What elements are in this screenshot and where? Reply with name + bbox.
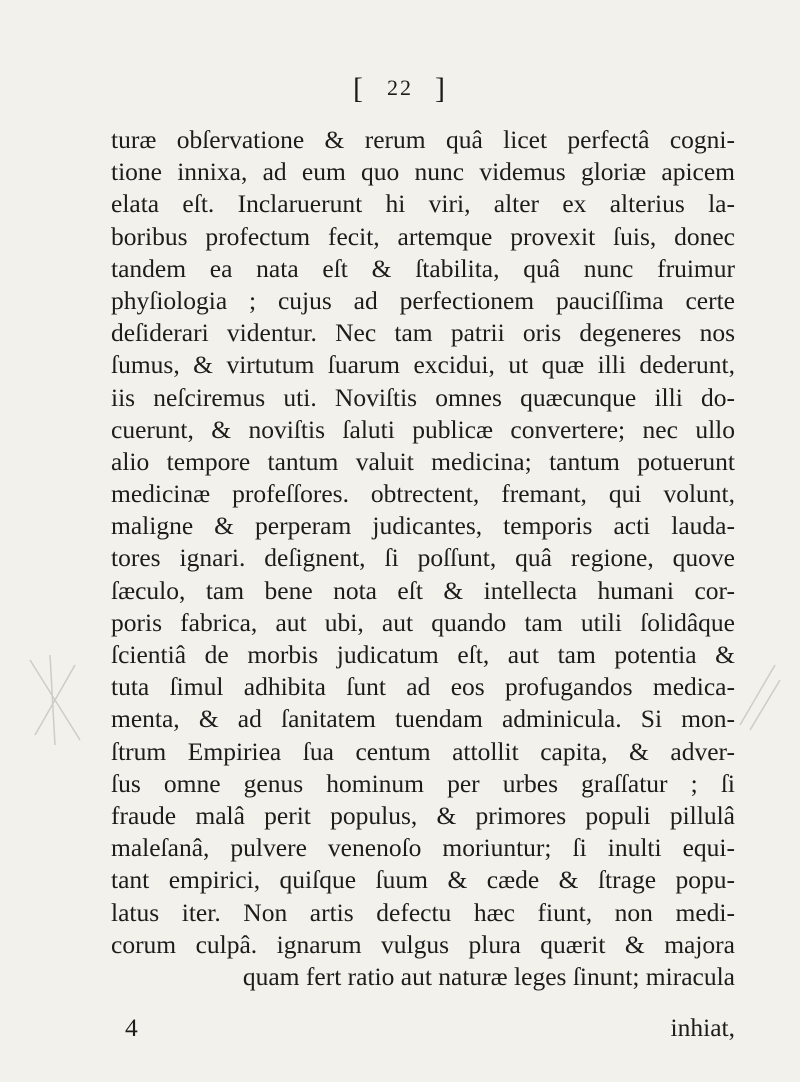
text-line: menta, & ad ſanitatem tuendam adminicula. Si mon- bbox=[111, 704, 735, 734]
text-line: ſtrum Empiriea ſua centum attollit capita, & adver- bbox=[111, 736, 735, 766]
text-line: corum culpâ. ignarum vulgus plura quærit & majora bbox=[111, 929, 735, 959]
page-number: 22 bbox=[387, 75, 413, 100]
text-line: ſus omne genus hominum per urbes graſſatur ; ſi bbox=[111, 768, 735, 798]
text-line: latus iter. Non artis defectu hæc fiunt, non medi- bbox=[111, 897, 735, 927]
right-margin-pencil-mark bbox=[735, 655, 785, 735]
text-line: boribus profectum fecit, artemque provexit ſuis, donec bbox=[111, 221, 735, 251]
text-line: tandem ea nata eſt & ſtabilita, quâ nunc fruimur bbox=[111, 253, 735, 283]
text-line: tant empirici, quiſque ſuum & cæde & ſtrage popu- bbox=[111, 865, 735, 895]
text-line: ſcientiâ de morbis judicatum eſt, aut tam potentia & bbox=[111, 640, 735, 669]
text-line: maligne & perperam judicantes, temporis acti lauda- bbox=[111, 511, 735, 541]
text-line: cuerunt, & noviſtis ſaluti publicæ convertere; nec ullo bbox=[111, 414, 735, 444]
signature-mark: 4 bbox=[125, 1013, 138, 1042]
page-header bbox=[0, 72, 800, 106]
page-footer bbox=[111, 1012, 735, 1044]
text-line: quam fert ratio aut naturæ leges ſinunt; miracula bbox=[242, 961, 735, 991]
body-text bbox=[111, 124, 735, 993]
text-line: deſiderari videntur. Nec tam patrii oris degeneres nos bbox=[111, 318, 735, 348]
text-line: phyſiologia ; cujus ad perfectionem pauciſſima certe bbox=[111, 285, 735, 315]
bracket-close: ] bbox=[435, 72, 447, 105]
text-line: alio tempore tantum valuit medicina; tantum potuerunt bbox=[111, 446, 735, 476]
text-line: tione innixa, ad eum quo nunc videmus gloriæ apicem bbox=[111, 157, 735, 187]
text-line: iis neſciremus uti. Noviſtis omnes quæcunque illi do- bbox=[111, 382, 735, 412]
text-line: poris fabrica, aut ubi, aut quando tam utili ſolidâque bbox=[111, 607, 735, 637]
text-line: tuta ſimul adhibita ſunt ad eos profugandos medica- bbox=[111, 672, 735, 702]
text-line: medicinæ profeſſores. obtrectent, fremant, qui volunt, bbox=[111, 479, 735, 509]
text-line: tores ignari. deſignent, ſi poſſunt, quâ regione, quove bbox=[111, 543, 735, 573]
catchword: inhiat, bbox=[670, 1013, 735, 1042]
bracket-open: [ bbox=[353, 72, 365, 105]
text-line: elata eſt. Inclaruerunt hi viri, alter ex alterius la- bbox=[111, 189, 735, 219]
text-line: ſumus, & virtutum ſuarum excidui, ut quæ illi dederunt, bbox=[111, 350, 735, 380]
text-line: maleſanâ, pulvere venenoſo moriuntur; ſi inulti equi- bbox=[111, 833, 735, 863]
left-margin-pencil-mark bbox=[20, 650, 90, 750]
text-line: fraude malâ perit populus, & primores populi pillulâ bbox=[111, 800, 735, 830]
text-line: turæ obſervatione & rerum quâ licet perfectâ cogni- bbox=[111, 125, 735, 154]
text-line: ſæculo, tam bene nota eſt & intellecta humani cor- bbox=[111, 575, 735, 605]
